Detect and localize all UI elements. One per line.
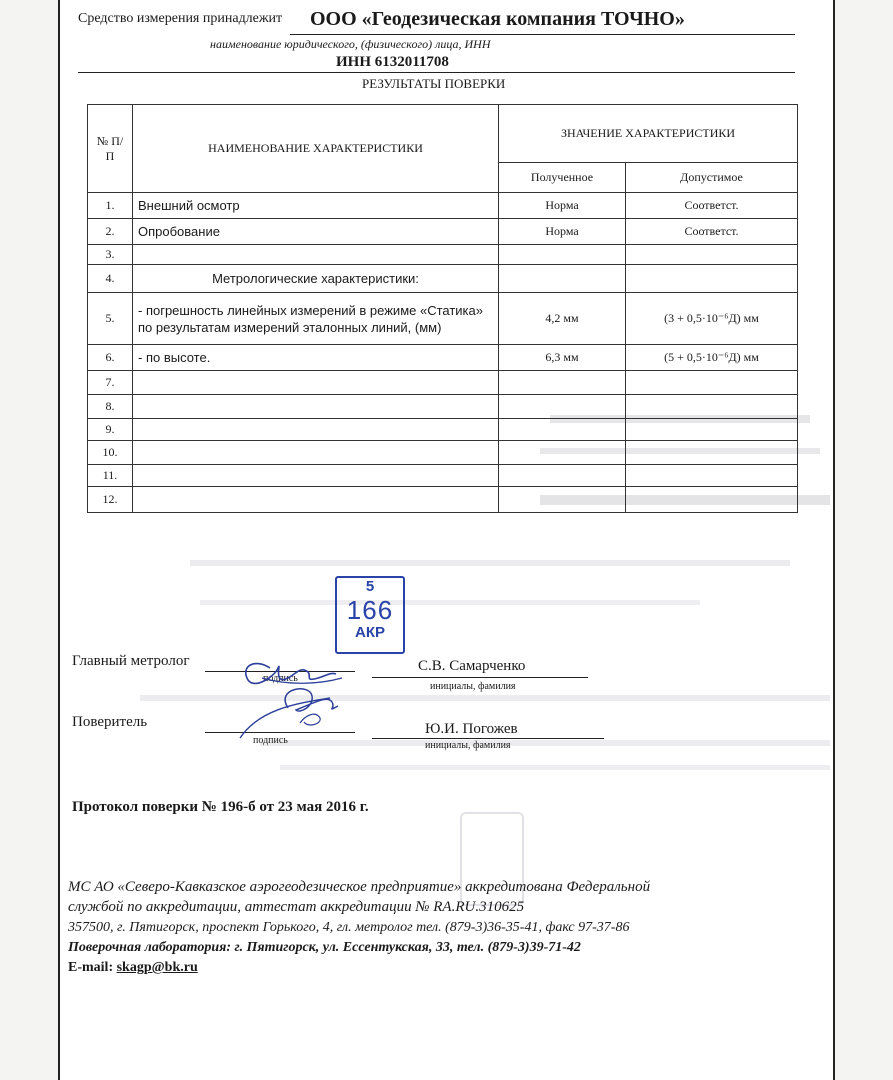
table-row (88, 371, 798, 395)
row-received (499, 395, 626, 419)
row-permissible (626, 395, 798, 419)
row-permissible (626, 441, 798, 465)
row-received (499, 371, 626, 395)
row-received (499, 487, 626, 513)
row-received: Норма (499, 193, 626, 219)
row-permissible: Соответст. (626, 219, 798, 245)
row-received: Норма (499, 219, 626, 245)
row-number: 7. (88, 371, 133, 395)
table-row (88, 419, 798, 441)
table-row (88, 193, 798, 219)
header-name: НАИМЕНОВАНИЕ ХАРАКТЕРИСТИКИ (133, 105, 499, 193)
chief-name-line (372, 677, 588, 678)
verifier-role: Поверитель (72, 714, 148, 730)
document-page (58, 0, 835, 1080)
row-number: 6. (88, 345, 133, 371)
protocol-line: Протокол поверки № 196-б от 23 мая 2016 г. (72, 799, 369, 815)
row-number: 10. (88, 441, 133, 465)
row-name (133, 465, 499, 487)
table-row (88, 245, 798, 265)
stamp-number: 166 (346, 595, 394, 625)
row-number: 8. (88, 395, 133, 419)
row-received (499, 419, 626, 441)
row-received: 6,3 мм (499, 345, 626, 371)
row-name (133, 487, 499, 513)
row-permissible: (3 + 0,5·10⁻⁶Д) мм (626, 293, 798, 345)
verifier-name: Ю.И. Погожев (425, 721, 518, 737)
row-received: 4,2 мм (499, 293, 626, 345)
stamp-top: 5 (365, 578, 375, 595)
row-permissible: Соответст. (626, 193, 798, 219)
table-row (88, 487, 798, 513)
row-number: 2. (88, 219, 133, 245)
row-permissible (626, 487, 798, 513)
chief-name-hint: инициалы, фамилия (430, 681, 516, 692)
stamp-bottom: АКР (355, 624, 385, 641)
inn-underline (78, 72, 795, 73)
email-link[interactable]: skagp@bk.ru (116, 960, 198, 975)
row-number: 11. (88, 465, 133, 487)
table-row (88, 293, 798, 345)
row-permissible: (5 + 0,5·10⁻⁶Д) мм (626, 345, 798, 371)
row-name: Внешний осмотр (133, 193, 499, 219)
header-num: № П/П (88, 105, 133, 193)
header-permissible: Допустимое (626, 163, 798, 193)
owner-hint: наименование юридического, (физического) лица, ИНН (210, 37, 491, 51)
address-line: 357500, г. Пятигорск, проспект Горького, 4, гл. метролог тел. (879-3)36-35-41, факс 97-37-86 (68, 920, 630, 935)
owner-label: Средство измерения принадлежит (78, 11, 283, 26)
row-permissible (626, 371, 798, 395)
lab-line: Поверочная лаборатория: г. Пятигорск, ул. Ессентукская, 33, тел. (879-3)39-71-42 (68, 940, 581, 955)
table-row (88, 441, 798, 465)
email-label: E-mail: (68, 960, 117, 975)
row-number: 4. (88, 265, 133, 293)
table-row (88, 345, 798, 371)
row-name (133, 419, 499, 441)
handwritten-signatures (200, 628, 350, 748)
row-received (499, 245, 626, 265)
row-permissible (626, 245, 798, 265)
chief-name: С.В. Самарченко (418, 658, 526, 674)
row-permissible (626, 465, 798, 487)
row-name (133, 245, 499, 265)
row-number: 9. (88, 419, 133, 441)
row-permissible (626, 265, 798, 293)
chief-signature-hint: подпись (263, 673, 298, 684)
table-row (88, 395, 798, 419)
table-row (88, 465, 798, 487)
row-number: 5. (88, 293, 133, 345)
verifier-name-line (372, 738, 604, 739)
header-received: Полученное (499, 163, 626, 193)
row-name: Метрологические характеристики: (133, 265, 499, 293)
row-name: - по высоте. (133, 345, 499, 371)
verifier-signature-hint: подпись (253, 735, 288, 746)
results-title: РЕЗУЛЬТАТЫ ПОВЕРКИ (362, 76, 506, 91)
table-row (88, 219, 798, 245)
row-name (133, 441, 499, 465)
row-number: 3. (88, 245, 133, 265)
chief-role: Главный метролог (72, 653, 190, 669)
owner-name: ООО «Геодезическая компания ТОЧНО» (310, 8, 685, 30)
row-received (499, 441, 626, 465)
table-row (88, 265, 798, 293)
row-name (133, 371, 499, 395)
row-received (499, 465, 626, 487)
row-name (133, 395, 499, 419)
row-received (499, 265, 626, 293)
table-body (88, 193, 798, 513)
results-table (87, 104, 798, 513)
row-permissible (626, 419, 798, 441)
email-line (68, 960, 198, 976)
row-number: 12. (88, 487, 133, 513)
row-name: Опробование (133, 219, 499, 245)
owner-underline (290, 34, 795, 35)
accreditation-line-1: МС АО «Северо-Кавказское аэрогеодезическое предприятие» аккредитована Федеральной (68, 879, 651, 895)
accreditation-line-2: службой по аккредитации, аттестат аккредитации № RA.RU.310625 (68, 899, 525, 915)
header-value: ЗНАЧЕНИЕ ХАРАКТЕРИСТИКИ (499, 105, 798, 163)
row-number: 1. (88, 193, 133, 219)
verifier-name-hint: инициалы, фамилия (425, 740, 511, 751)
row-name: - погрешность линейных измерений в режиме «Статика» по результатам измерений эталонных линий, (мм) (133, 293, 499, 345)
inn-number: ИНН 6132011708 (336, 54, 449, 70)
